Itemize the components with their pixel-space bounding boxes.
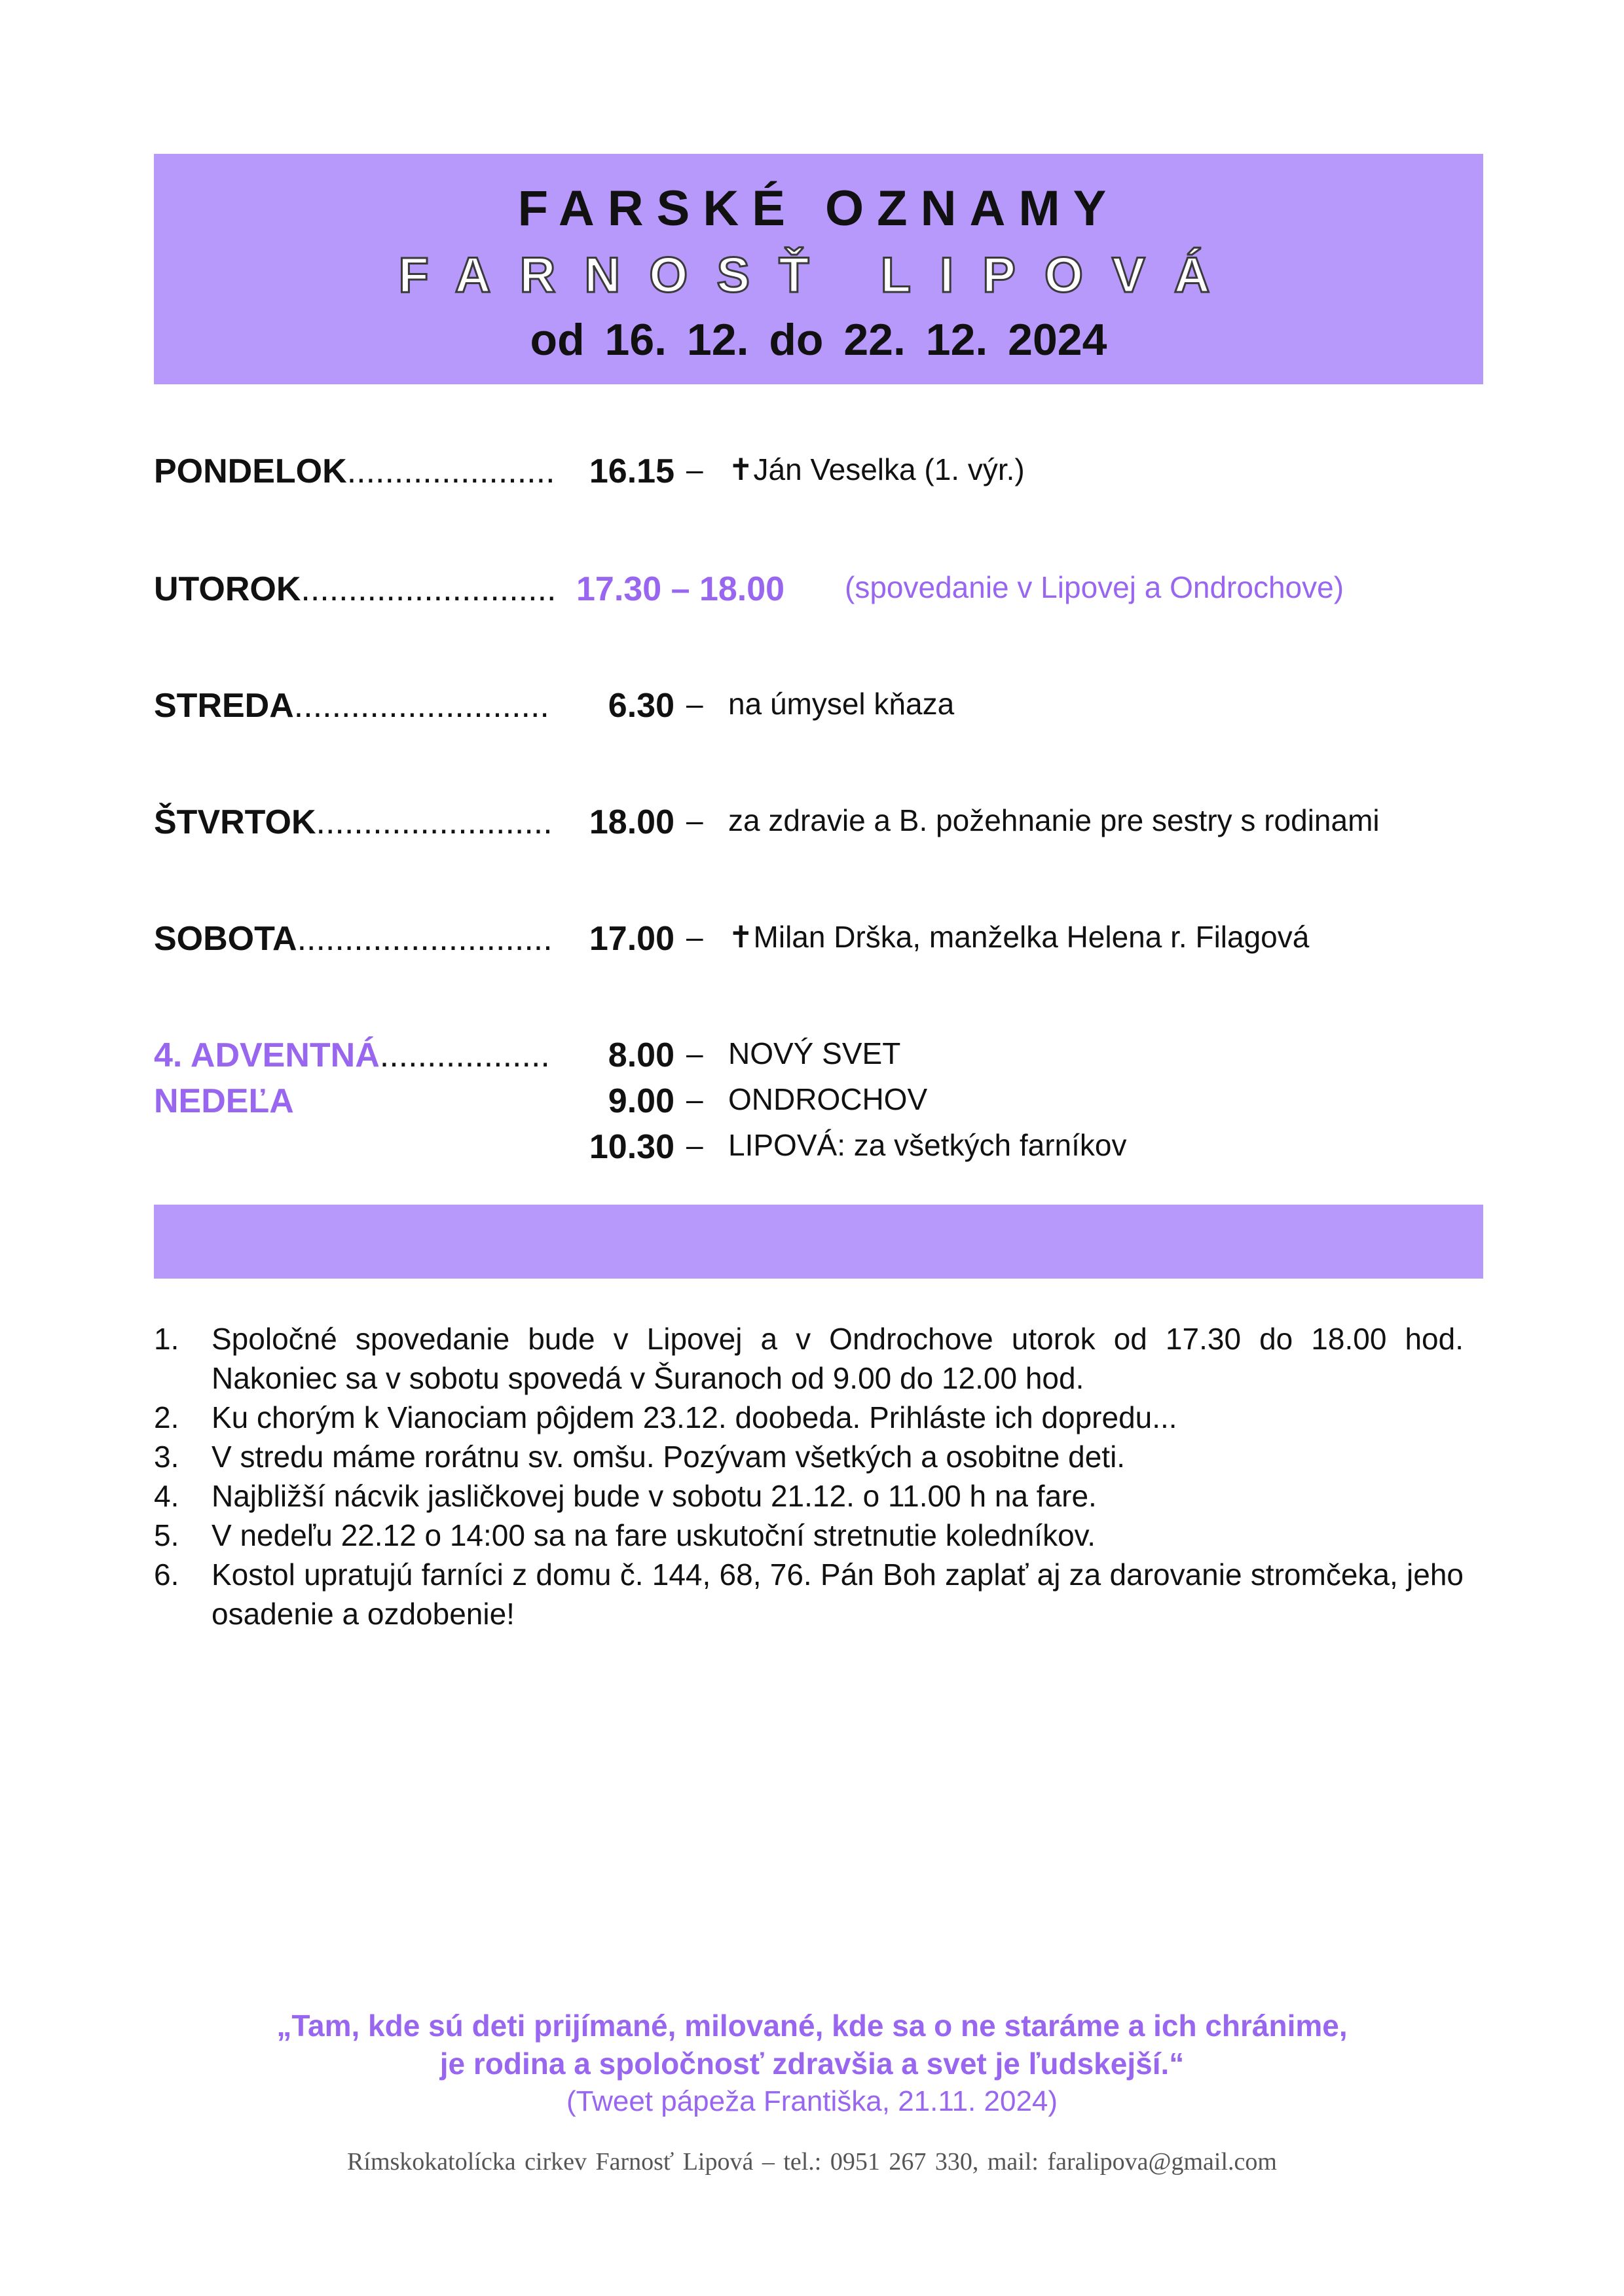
dash: – (686, 687, 703, 721)
list-item: 5. V nedeľu 22.12 o 14:00 sa na fare uskutoční stretnutie koledníkov. (154, 1518, 1096, 1552)
list-item: 2. Ku chorým k Vianociam pôjdem 23.12. doobeda. Prihláste ich dopredu... (154, 1400, 1177, 1434)
divider-band (154, 1205, 1483, 1279)
list-item: 6. Kostol upratujú farníci z domu č. 144, 68, 76. Pán Boh zaplať aj za darovanie stromčeka, jeho osadenie a ozdobenie! (154, 1558, 1464, 1631)
list-item: 4. Najbližší nácvik jasličkovej bude v sobotu 21.12. o 11.00 h na fare. (154, 1479, 1097, 1513)
day-label: ŠTVRTOK......................... (154, 803, 553, 841)
parish-name: FARNOSŤ LIPOVÁ (398, 247, 1239, 303)
mass-time: 8.00 (608, 1036, 674, 1074)
day-label: SOBOTA........................... (154, 920, 553, 958)
confession-note: (spovedanie v Lipovej a Ondrochove) (845, 570, 1344, 604)
sunday-label: 4. ADVENTNÁ.................. (154, 1036, 550, 1074)
notices-list (154, 1319, 1464, 1633)
schedule-row-tuesday (0, 570, 1624, 622)
mass-time: 18.00 (589, 803, 674, 841)
mass-place: LIPOVÁ: za všetkých farníkov (728, 1128, 1127, 1162)
schedule-row-sunday-3 (0, 1127, 1624, 1180)
sunday-label-2: NEDEĽA (154, 1082, 294, 1120)
page-title: FARSKÉ OZNAMY (517, 181, 1120, 236)
dash: – (686, 1036, 703, 1070)
mass-time: 9.00 (608, 1082, 674, 1120)
quote-line-2: je rodina a spoločnosť zdravšia a svet je ľudskejší.“ (439, 2047, 1185, 2081)
dash: – (686, 1082, 703, 1116)
header-banner (154, 154, 1483, 384)
list-item: 1. Spoločné spovedanie bude v Lipovej a v Ondrochove utorok od 17.30 do 18.00 hod. Nakoniec sa v sobotu spovedá v Šuranoch od 9.00 do 12.00 hod. (154, 1322, 1464, 1395)
date-range: od 16. 12. do 22. 12. 2024 (530, 315, 1107, 365)
mass-time: 10.30 (589, 1128, 674, 1166)
dash: – (686, 1128, 703, 1162)
mass-intention: ✝Ján Veselka (1. výr.) (728, 452, 1025, 486)
day-label: PONDELOK...................... (154, 452, 555, 490)
dash: – (686, 803, 703, 837)
schedule-row-sunday-1 (0, 1036, 1624, 1088)
schedule-row-wednesday (0, 686, 1624, 738)
dash: – (686, 920, 703, 954)
quote-line-1: „Tam, kde sú deti prijímané, milované, kde sa o ne staráme a ich chránime, (276, 2009, 1348, 2043)
schedule-row-saturday (0, 919, 1624, 972)
mass-place: ONDROCHOV (728, 1082, 928, 1116)
mass-place: NOVÝ SVET (728, 1036, 901, 1070)
footer-contact: Rímskokatolícka cirkev Farnosť Lipová – tel.: 0951 267 330, mail: faralipova@gmail.com (347, 2148, 1277, 2176)
quote-source: (Tweet pápeža Františka, 21.11. 2024) (566, 2085, 1058, 2117)
mass-time: 16.15 (589, 452, 674, 490)
dash: – (686, 452, 703, 486)
mass-time: 17.00 (589, 920, 674, 958)
quote (0, 2007, 1624, 2083)
schedule-row-monday (0, 452, 1624, 504)
confession-time: 17.30 – 18.00 (576, 570, 785, 608)
list-item: 3. V stredu máme rorátnu sv. omšu. Pozývam všetkých a osobitne deti. (154, 1440, 1126, 1474)
mass-intention: za zdravie a B. požehnanie pre sestry s rodinami (728, 803, 1380, 837)
schedule-row-thursday (0, 803, 1624, 855)
mass-intention: ✝Milan Drška, manželka Helena r. Filagová (728, 920, 1310, 954)
schedule-row-sunday-2 (0, 1082, 1624, 1134)
day-label: UTOROK........................... (154, 570, 557, 608)
mass-time: 6.30 (608, 687, 674, 725)
day-label: STREDA........................... (154, 687, 549, 725)
mass-intention: na úmysel kňaza (728, 687, 955, 721)
